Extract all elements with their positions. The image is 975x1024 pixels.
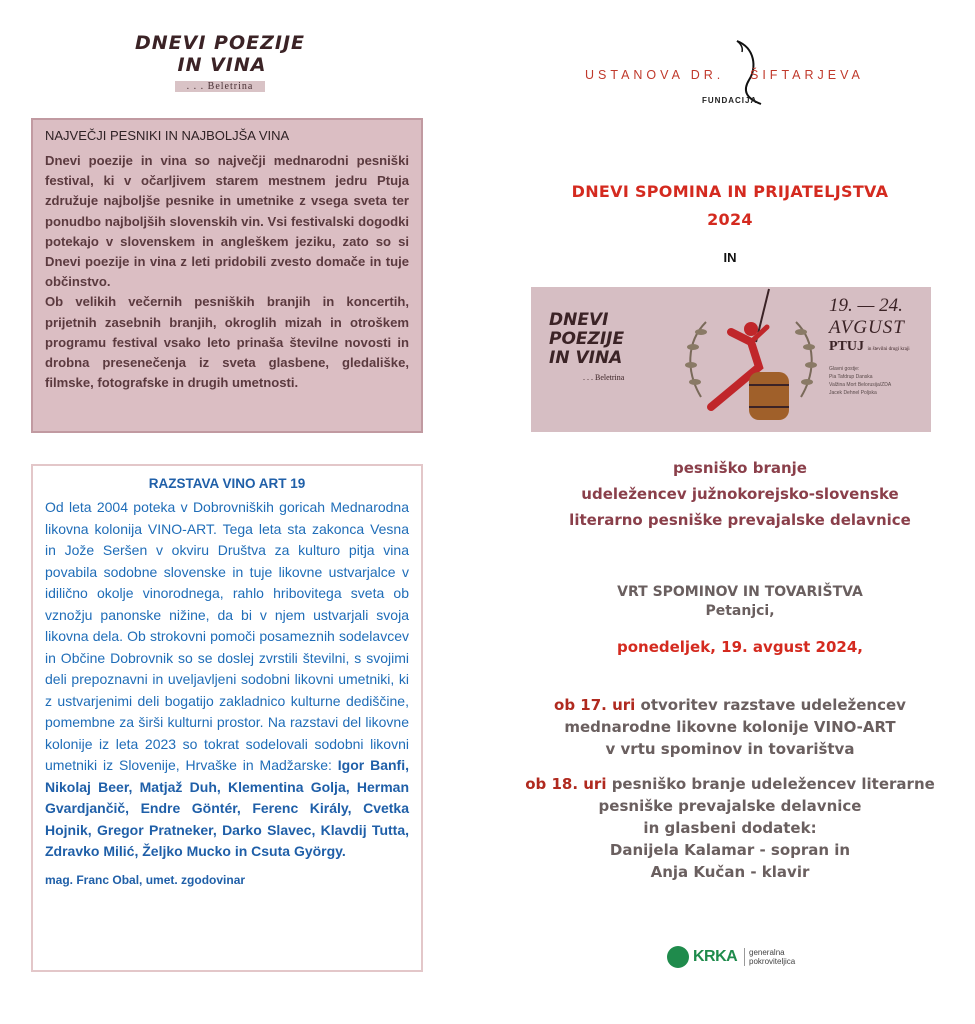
event-line1: pesniško branje bbox=[673, 459, 807, 477]
event-title bbox=[520, 178, 940, 234]
festival-info-paragraph2: Ob velikih večernih pesniških branjih in koncertih, prijetnih zasebnih branjih, okroglih mizah in otroškem programu festival vsako leto prinaša številne novosti in drobna presenečenja iz sveta glasbene, gledališke, filmske, fotografske in drugih umetnosti. bbox=[45, 294, 409, 391]
venue bbox=[520, 583, 960, 621]
program2-line5: Anja Kučan - klavir bbox=[650, 863, 810, 881]
exhibition-author: mag. Franc Obal, umet. zgodovinar bbox=[45, 872, 246, 887]
banner-guest2-country: Belorusija/ZDA bbox=[857, 382, 892, 388]
program1-line3: v vrtu spominov in tovarištva bbox=[605, 740, 855, 758]
festival-info-heading: NAJVEČJI PESNIKI IN NAJBOLJŠA VINA bbox=[45, 128, 290, 143]
dnevi-poezije-logo bbox=[130, 32, 310, 94]
banner-logo-line2: POEZIJE bbox=[549, 329, 625, 349]
ustanova-text1: USTANOVA DR. bbox=[585, 68, 725, 82]
program2-line2: pesniške prevajalske delavnice bbox=[598, 797, 862, 815]
program2-line4: Danijela Kalamar - sopran in bbox=[609, 841, 851, 859]
festival-info-paragraph1: Dnevi poezije in vina so največji mednarodni pesniški festival, ki v očarljivem starem mestnem jedru Ptuja združuje najboljše pesnike in umetnike z vsega sveta ter ponudbo najboljših slovenskih vin. Vsi festivalski dogodki potekajo v slovenskem in angleškem jeziku, zato so si Dnevi poezije in vina z leti pridobili zvesto domače in tuje občinstvo. bbox=[45, 153, 409, 290]
event-line2: udeležencev južnokorejsko-slovenske bbox=[581, 485, 899, 503]
banner-city-sub: in številni drugi kraji bbox=[867, 347, 910, 352]
banner-guests-label: Glavni gostje: bbox=[829, 366, 860, 372]
banner-logo-tag: . . . Beletrina bbox=[583, 373, 625, 382]
krka-sub bbox=[744, 948, 795, 966]
venue-place: Petanjci, bbox=[705, 603, 775, 619]
logo-tag: . . . Beletrina bbox=[175, 81, 266, 92]
venue-name: VRT SPOMINOV IN TOVARIŠTVA bbox=[617, 584, 863, 600]
ustanova-logo bbox=[585, 38, 905, 108]
festival-banner bbox=[531, 287, 931, 432]
banner-guest1-country: Danska bbox=[855, 374, 873, 380]
banner-dates: 19. — 24. bbox=[829, 295, 903, 316]
logo-line1: DNEVI POEZIJE bbox=[135, 32, 305, 54]
program1-line2: mednarodne likovne kolonije VINO-ART bbox=[564, 718, 896, 736]
in-label: IN bbox=[723, 250, 737, 265]
exhibition-body: Od leta 2004 poteka v Dobrovniških goricah Mednarodna likovna kolonija VINO-ART. Tega leta sta zakonca Vesna in Jože Seršen v okviru Društva za kulturo pitja vina povabila sodobne slovenske in tuje likovne ustvarjalce v idilično okolje vinorodnega, rahlo hribovitega sveta ob vznožju panonske nižine, da bi v njem ustvarjali svoja likovna dela. Ob strokovni pomoči posameznih sodelavcev in Občine Dobrovnik so se doslej zvrstili številni, s svojimi deli prepoznavni in uveljavljeni sodobni likovni umetniki, ki z ustvarjenimi deli bogatijo zakladnico kulturne dediščine, pomembne za širši kulturni prostor. Na razstavi del likovne kolonije iz leta 2023 so tokrat sodelovali sodobni likovni umetniki iz Slovenije, Hrvaške in Madžarske: bbox=[45, 499, 409, 773]
ustanova-sub: FUNDACIJA bbox=[702, 96, 758, 105]
wine-barrel-figure-icon bbox=[671, 287, 831, 432]
logo-line2: IN VINA bbox=[177, 54, 267, 76]
event-line3: literarno pesniške prevajalske delavnice bbox=[569, 511, 911, 529]
exhibition-heading: RAZSTAVA VINO ART 19 bbox=[148, 476, 306, 491]
artist-names: Igor Banfi, Nikolaj Beer, Matjaž Duh, Klementina Golja, Herman Gvardjančič, Endre Göntér, Ferenc Király, Cvetka Hojnik, Gregor Pratneker, Darko Slavec, Klavdij Tutta, Zdravko Milić, Željko Mucko in Csuta György. bbox=[45, 757, 409, 859]
title-line2: 2024 bbox=[707, 210, 753, 229]
banner-guest1: Pia Tafdrup bbox=[829, 374, 855, 380]
program2-time: ob 18. uri bbox=[525, 775, 607, 793]
title-line1: DNEVI SPOMINA IN PRIJATELJSTVA bbox=[571, 182, 889, 201]
banner-logo-line3: IN VINA bbox=[549, 348, 623, 368]
exhibition-text bbox=[45, 497, 409, 863]
krka-sub2: pokroviteljica bbox=[749, 957, 796, 966]
banner-guest3: Jacek Dehnel bbox=[829, 390, 860, 396]
banner-guest2: Valžina Mort bbox=[829, 382, 857, 388]
festival-info-box bbox=[31, 118, 423, 433]
krka-name: KRKA bbox=[693, 948, 738, 965]
program1-line1: otvoritev razstave udeležencev bbox=[635, 696, 906, 714]
ustanova-text2: ŠIFTARJEVA bbox=[750, 68, 864, 82]
banner-month: AVGUST bbox=[829, 317, 905, 338]
event-description bbox=[520, 455, 960, 533]
program2-line1: pesniško branje udeležencev literarne bbox=[606, 775, 935, 793]
event-date: ponedeljek, 19. avgust 2024, bbox=[616, 638, 864, 656]
krka-icon bbox=[667, 946, 689, 968]
exhibition-info-box bbox=[31, 464, 423, 972]
krka-sub1: generalna bbox=[749, 948, 785, 957]
krka-sponsor-logo bbox=[667, 944, 807, 970]
program1-time: ob 17. uri bbox=[554, 696, 636, 714]
program2-line3: in glasbeni dodatek: bbox=[643, 819, 817, 837]
banner-logo-line1: DNEVI bbox=[549, 310, 609, 330]
program-item-17 bbox=[500, 694, 960, 760]
program-item-18 bbox=[500, 773, 960, 883]
banner-guest3-country: Poljska bbox=[860, 390, 877, 396]
banner-city: PTUJ bbox=[829, 339, 864, 354]
